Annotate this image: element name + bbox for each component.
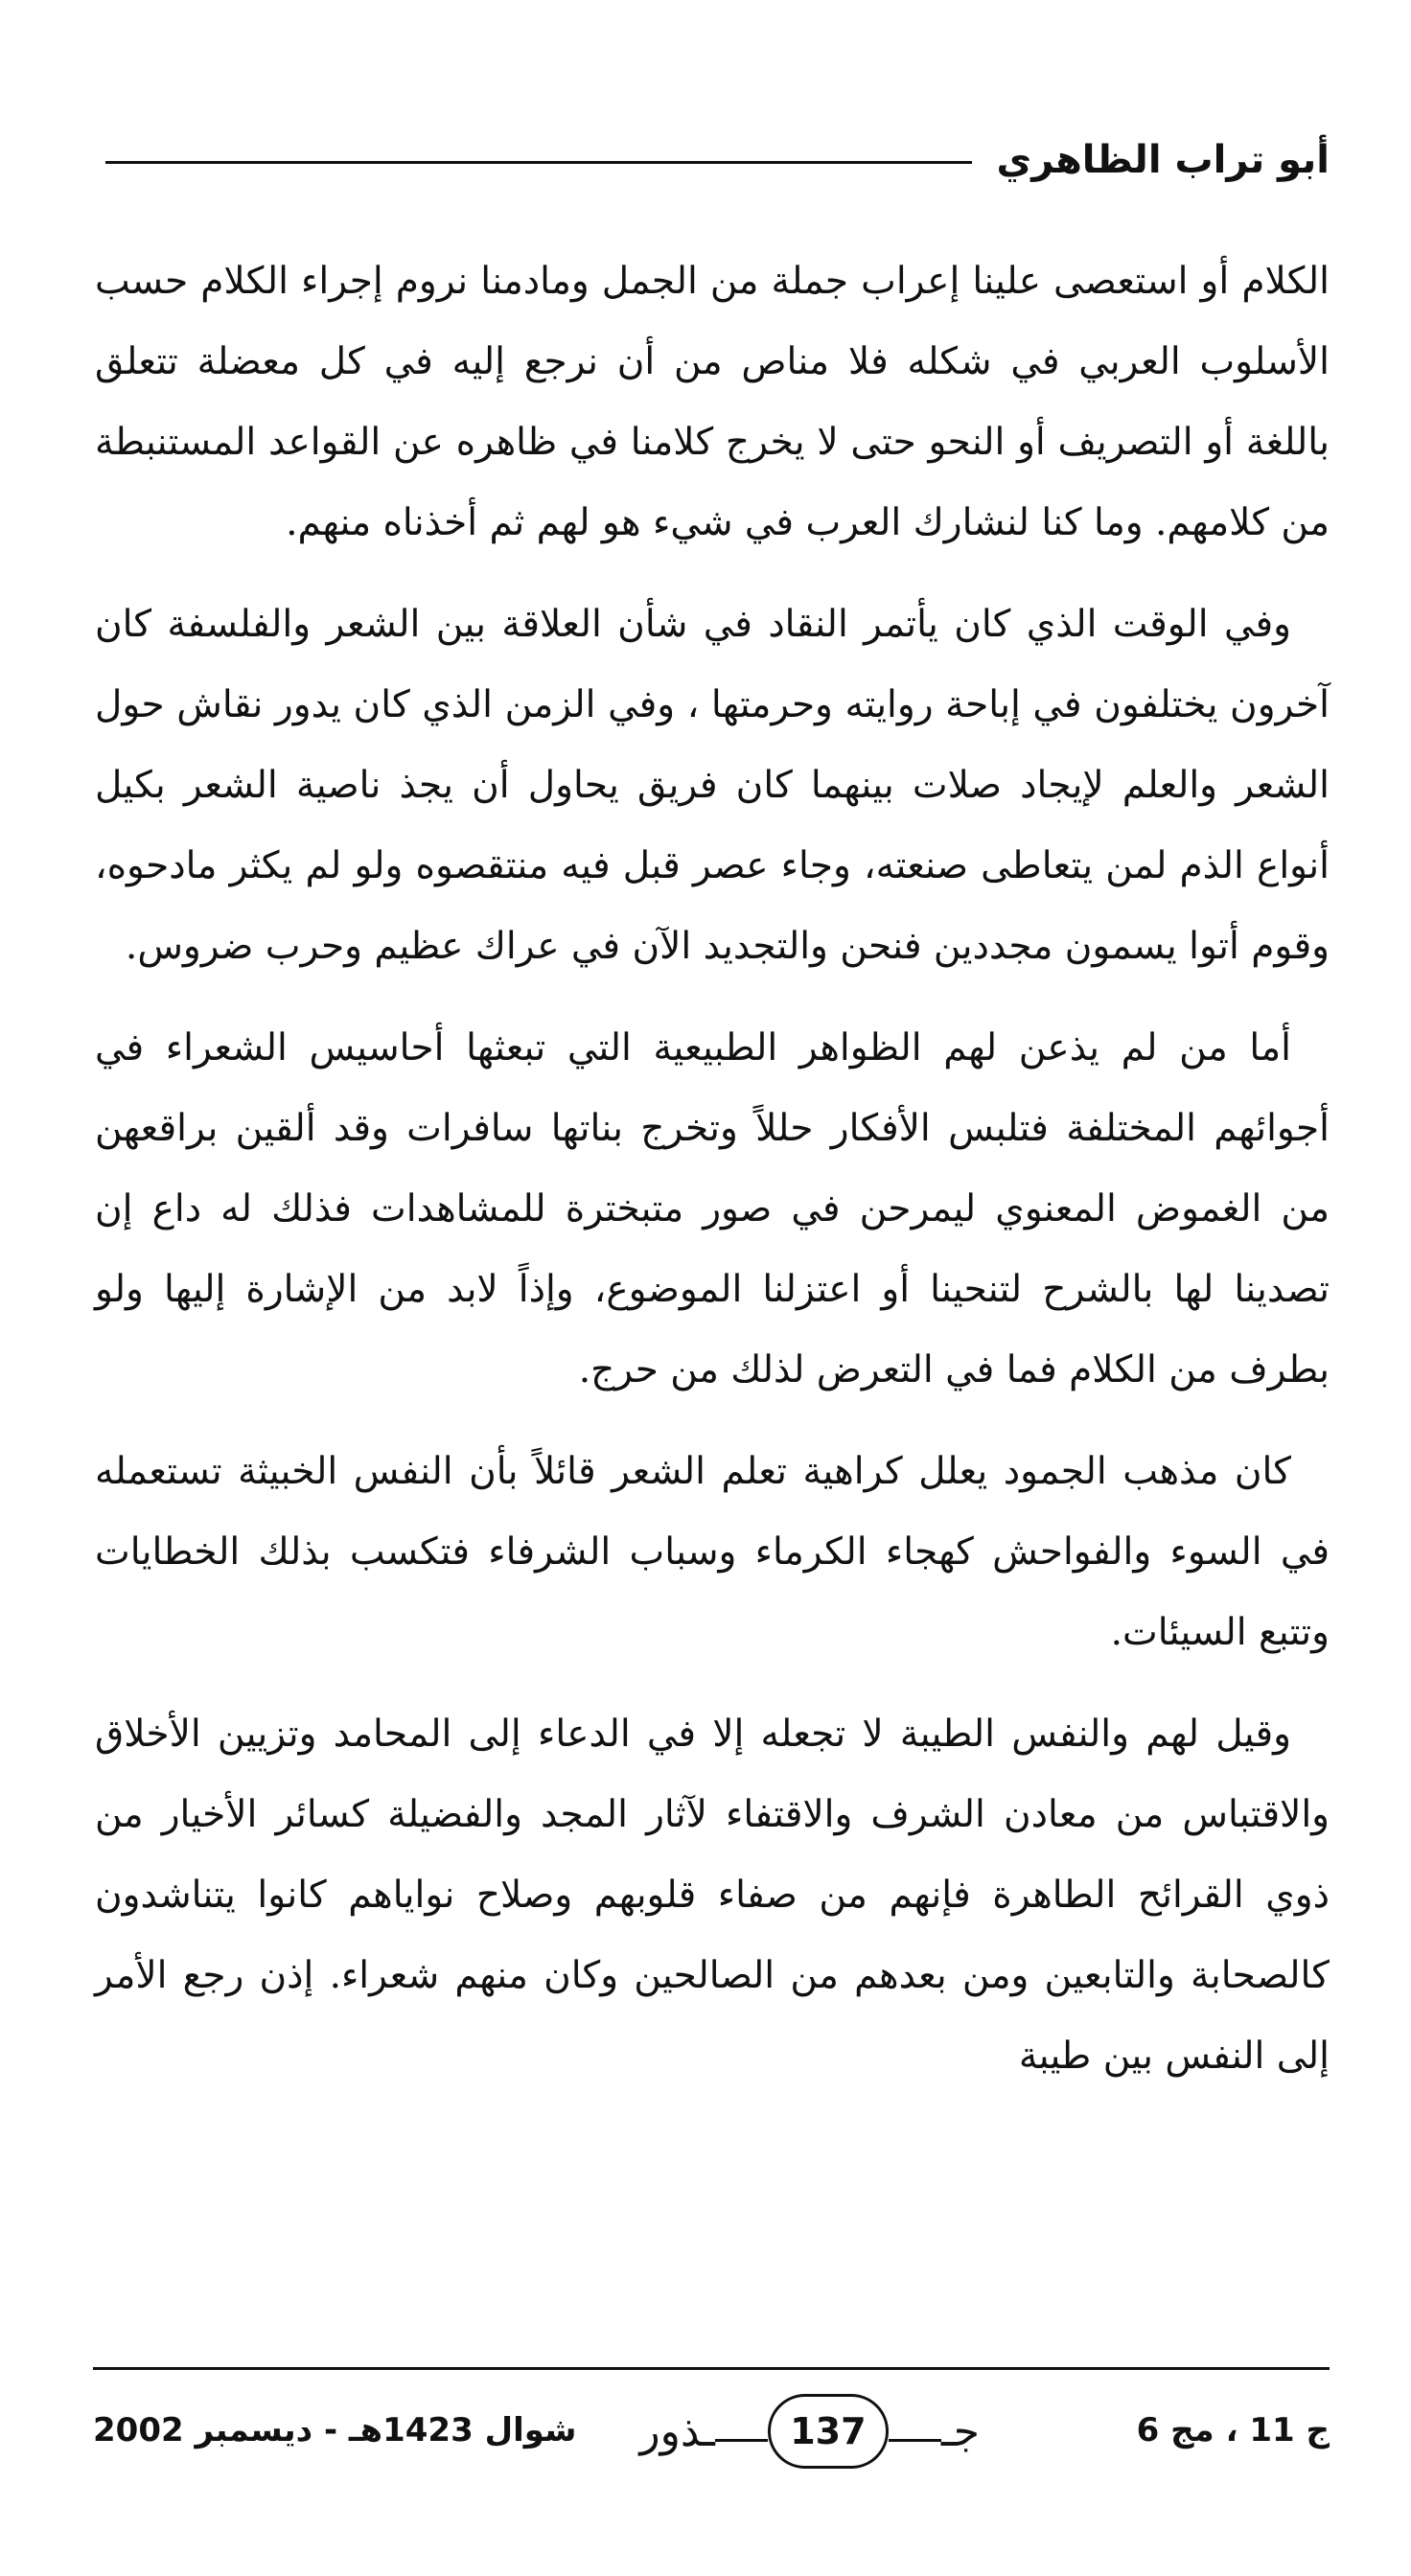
footer-rule bbox=[93, 2367, 1330, 2370]
paragraph-5: وقيل لهم والنفس الطيبة لا تجعله إلا في الدعاء إلى المحامد وتزيين الأخلاق والاقتباس من معادن الشرف والاقتفاء لآثار المجد والفضيلة كسائر الأخيار من ذوي القرائح الطاهرة فإنهم من صفاء قلوبهم وصلاح نواياهم كانوا يتناشدون كالصحابة والتابعين ومن بعدهم من الصالحين وكان منهم شعراء. إذن رجع الأمر إلى النفس بين طيبة bbox=[95, 1713, 1330, 2078]
paragraph-1: الكلام أو استعصى علينا إعراب جملة من الجمل ومادمنا نروم إجراء الكلام حسب الأسلوب العربي في شكله فلا مناص من أن نرجع إليه في كل معضلة تتعلق باللغة أو التصريف أو النحو حتى لا يخرج كلامنا في ظاهره عن القواعد المستنبطة من كلامهم. وما كنا لنشارك العرب في شيء هو لهم ثم أخذناه منهم. bbox=[95, 260, 1330, 544]
paragraph-4: كان مذهب الجمود يعلل كراهية تعلم الشعر قائلاً بأن النفس الخبيثة تستعمله في السوء والفواحش كهجاء الكرماء وسباب الشرفاء فتكسب بذلك الخطايات وتتبع السيئات. bbox=[95, 1450, 1330, 1654]
footer-volume-issue: ج 11 ، مج 6 bbox=[1136, 2411, 1330, 2450]
journal-title-part-1: جـ bbox=[940, 2406, 980, 2456]
footer-journal-title bbox=[639, 2394, 980, 2469]
body-text bbox=[95, 242, 1330, 2118]
journal-title-stroke bbox=[715, 2439, 768, 2442]
running-header bbox=[105, 126, 1330, 194]
header-rule bbox=[105, 161, 972, 164]
footer-date: شوال 1423هـ - ديسمبر 2002 bbox=[93, 2411, 577, 2450]
paragraph-2: وفي الوقت الذي كان يأتمر النقاد في شأن العلاقة بين الشعر والفلسفة كان آخرون يختلفون في إباحة روايته وحرمتها ، وفي الزمن الذي كان يدور نقاش حول الشعر والعلم لإيجاد صلات بينهما كان فريق يحاول أن يجذ ناصية الشعر بكيل أنواع الذم لمن يتعاطى صنعته، وجاء عصر قبل فيه منتقصوه ولو لم يكثر مادحوه، وقوم أتوا يسمون مجددين فنحن والتجديد الآن في عراك عظيم وحرب ضروس. bbox=[95, 603, 1330, 968]
page-footer bbox=[93, 2394, 1330, 2480]
journal-title-stroke bbox=[889, 2439, 941, 2442]
header-author-name: أبو تراب الظاهري bbox=[996, 138, 1330, 182]
page-number: 137 bbox=[768, 2394, 889, 2469]
journal-title-part-2: ـذور bbox=[639, 2406, 715, 2456]
paragraph-3: أما من لم يذعن لهم الظواهر الطبيعية التي تبعثها أحاسيس الشعراء في أجوائهم المختلفة فتلبس الأفكار حللاً وتخرج بناتها سافرات وقد ألقين براقعهن من الغموض المعنوي ليمرحن في صور متبخترة للمشاهدات فذلك له داع إن تصدينا لها بالشرح لتنحينا أو اعتزلنا الموضوع، وإذاً لابد من الإشارة إليها ولو بطرف من الكلام فما في التعرض لذلك من حرج. bbox=[95, 1026, 1330, 1392]
